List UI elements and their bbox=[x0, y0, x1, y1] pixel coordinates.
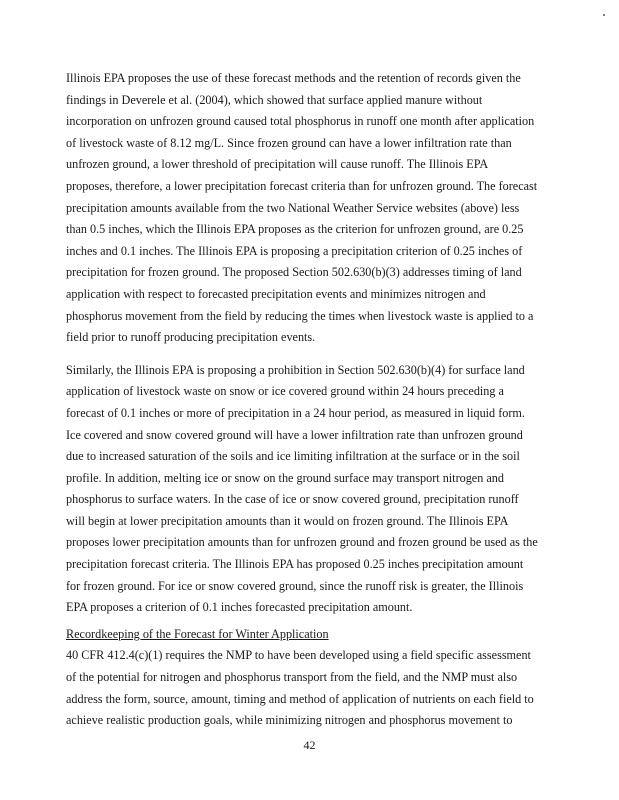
text-line: address the form, source, amount, timing and method of application of nutrients on each field to bbox=[66, 691, 534, 706]
text-line: due to increased saturation of the soils and ice limiting infiltration at the surface or in the soil bbox=[66, 449, 520, 464]
text-line: of livestock waste of 8.12 mg/L. Since frozen ground can have a lower infiltration rate than bbox=[66, 135, 512, 150]
scan-speck bbox=[603, 14, 605, 16]
text-line: precipitation amounts available from the two National Weather Service websites (above) less bbox=[66, 200, 520, 215]
text-line: will begin at lower precipitation amounts than it would on frozen ground. The Illinois EPA bbox=[66, 513, 509, 528]
text-line: Ice covered and snow covered ground will have a lower infiltration rate than unfrozen ground bbox=[66, 427, 523, 442]
text-line: Similarly, the Illinois EPA is proposing a prohibition in Section 502.630(b)(4) for surface land bbox=[66, 362, 525, 377]
section-heading: Recordkeeping of the Forecast for Winter Application bbox=[66, 626, 329, 641]
text-line: Illinois EPA proposes the use of these forecast methods and the retention of records given the bbox=[66, 71, 521, 85]
text-line: application with respect to forecasted precipitation events and minimizes nitrogen and bbox=[66, 286, 486, 301]
text-line: for frozen ground. For ice or snow covered ground, since the runoff risk is greater, the Illinois bbox=[66, 578, 524, 593]
text-line: of the potential for nitrogen and phosphorus transport from the field, and the NMP must also bbox=[66, 670, 518, 685]
page-body bbox=[66, 68, 538, 732]
text-line: proposes lower precipitation amounts than for unfrozen ground and frozen ground be used as the bbox=[66, 535, 538, 550]
text-line: 40 CFR 412.4(c)(1) requires the NMP to have been developed using a field specific assessment bbox=[66, 648, 531, 663]
text-line: proposes, therefore, a lower precipitation forecast criteria than for unfrozen ground. The forecast bbox=[66, 178, 538, 193]
text-line: phosphorus to surface waters. In the case of ice or snow covered ground, precipitation runoff bbox=[66, 492, 519, 507]
paragraph-2 bbox=[66, 360, 538, 619]
text-line: EPA proposes a criterion of 0.1 inches forecasted precipitation amount. bbox=[66, 600, 413, 615]
text-line: achieve realistic production goals, while minimizing nitrogen and phosphorus movement to bbox=[66, 713, 513, 728]
page-number: 42 bbox=[303, 738, 316, 752]
text-line: field prior to runoff producing precipitation events. bbox=[66, 330, 316, 345]
text-line: unfrozen ground, a lower threshold of precipitation will cause runoff. The Illinois EPA bbox=[66, 157, 489, 172]
text-line: than 0.5 inches, which the Illinois EPA proposes as the criterion for unfrozen ground, are 0.25 bbox=[66, 222, 524, 237]
text-line: precipitation forecast criteria. The Illinois EPA has proposed 0.25 inches precipitation amount bbox=[66, 557, 524, 572]
text-line: inches and 0.1 inches. The Illinois EPA is proposing a precipitation criterion of 0.25 inches of bbox=[66, 243, 523, 258]
text-line: phosphorus movement from the field by reducing the times when livestock waste is applied to a bbox=[66, 308, 534, 323]
text-line: application of livestock waste on snow or ice covered ground within 24 hours preceding a bbox=[66, 384, 504, 399]
text-line: precipitation for frozen ground. The proposed Section 502.630(b)(3) addresses timing of land bbox=[66, 265, 522, 280]
text-line: profile. In addition, melting ice or snow on the ground surface may transport nitrogen and bbox=[66, 470, 504, 485]
paragraph-1 bbox=[66, 68, 538, 349]
text-line: incorporation on unfrozen ground caused total phosphorus in runoff one month after application bbox=[66, 114, 535, 129]
text-line: forecast of 0.1 inches or more of precipitation in a 24 hour period, as measured in liquid form. bbox=[66, 405, 525, 420]
paragraph-3 bbox=[66, 645, 534, 731]
text-line: findings in Deverele et al. (2004), which showed that surface applied manure without bbox=[66, 92, 483, 107]
